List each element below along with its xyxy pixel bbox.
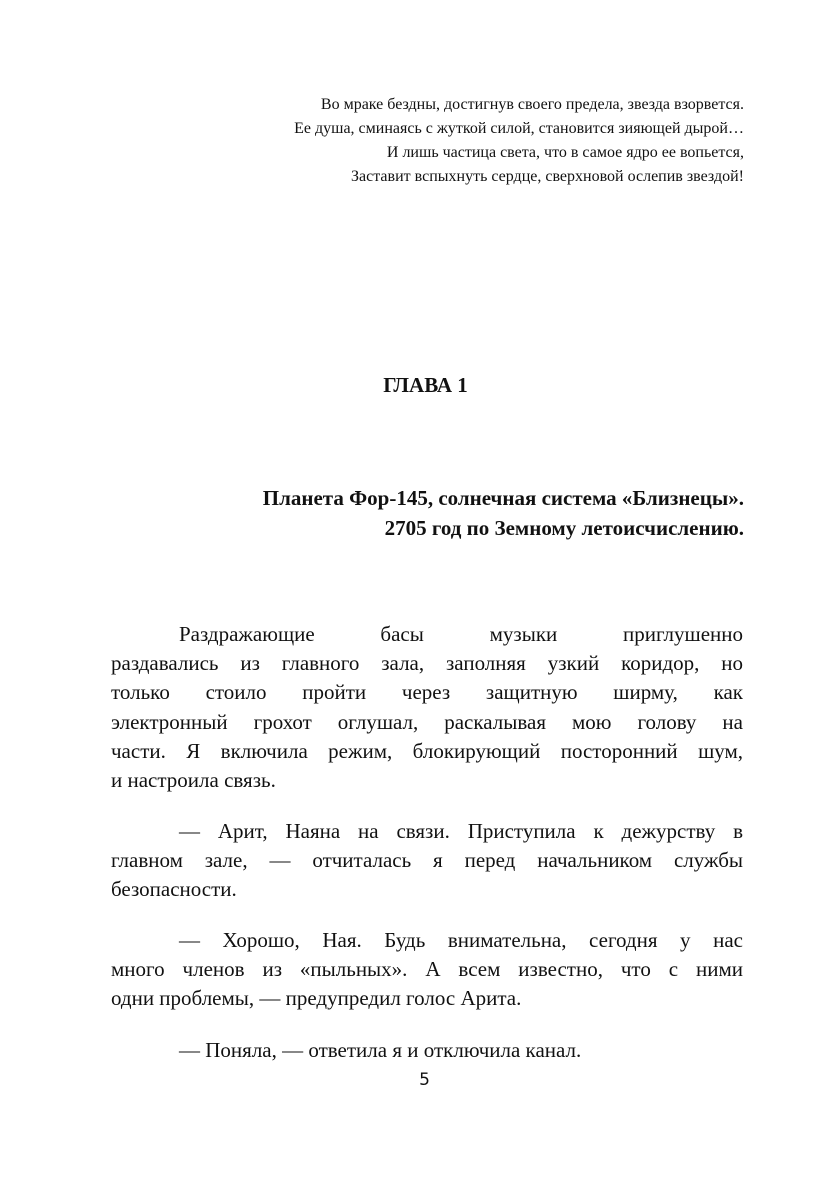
epigraph-line: Заставит вспыхнуть сердце, сверхновой ослепив звездой!: [351, 168, 744, 185]
paragraph-line: — Хорошо, Ная. Будь внимательна, сегодня у нас: [179, 928, 743, 952]
paragraph-line: — Поняла, — ответила я и отключила канал.: [179, 1038, 582, 1062]
paragraph-line: — Арит, Наяна на связи. Приступила к дежурству в: [179, 819, 743, 843]
paragraph-line: и настроила связь.: [111, 768, 276, 793]
page-number: 5: [419, 1070, 430, 1090]
paragraph-line: Раздражающие басы музыки приглушенно: [179, 622, 743, 646]
epigraph-line: Ее душа, сминаясь с жуткой силой, становится зияющей дырой…: [294, 120, 744, 137]
paragraph-line: одни проблемы, — предупредил голос Арита.: [111, 986, 522, 1011]
chapter-title: ГЛАВА 1: [383, 373, 468, 397]
paragraph-line: раздавались из главного зала, заполняя узкий коридор, но: [111, 651, 743, 676]
paragraph: [111, 620, 743, 795]
epigraph-line: И лишь частица света, что в самое ядро ее вопьется,: [386, 144, 744, 161]
paragraph-line: безопасности.: [111, 877, 237, 902]
paragraph-line: электронный грохот оглушал, раскалывая мою голову на: [111, 709, 743, 734]
setting-line: Планета Фор-145, солнечная система «Близнецы».: [262, 486, 744, 510]
paragraph: [111, 926, 743, 1014]
paragraph: [111, 817, 743, 905]
paragraph-line: только стоило пройти через защитную ширму, как: [111, 680, 743, 705]
paragraph-line: части. Я включила режим, блокирующий посторонний шум,: [111, 738, 743, 763]
paragraph-line: главном зале, — отчиталась я перед начальником службы: [111, 848, 743, 873]
paragraph: [111, 1036, 743, 1065]
paragraph-line: много членов из «пыльных». А всем известно, что с ними: [111, 957, 743, 982]
setting-line: 2705 год по Земному летоисчислению.: [384, 516, 744, 540]
setting-heading: [100, 483, 744, 543]
epigraph-line: Во мраке бездны, достигнув своего предела, звезда взорвется.: [320, 96, 744, 113]
epigraph: [100, 93, 744, 189]
